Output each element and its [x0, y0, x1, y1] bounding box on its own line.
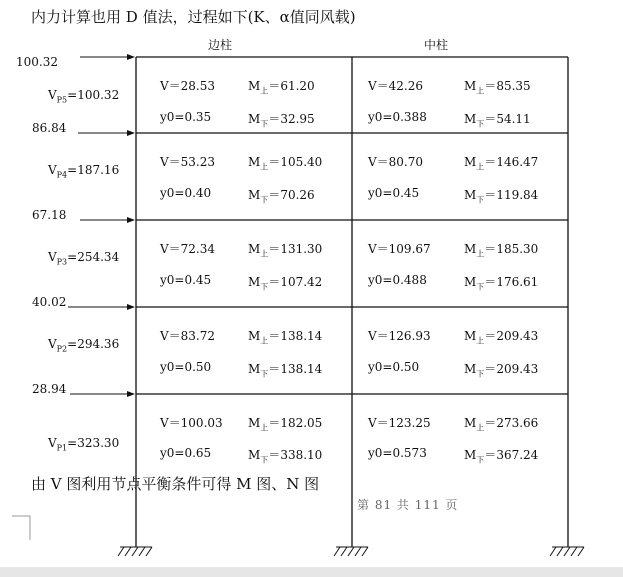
edge-v-3: V＝72.34 [160, 242, 216, 256]
mid-y0-2: y0=0.50 [368, 360, 420, 374]
edge-mtop-3: $M_上=131.30$ [248, 242, 323, 259]
edge-y0-1: y0=0.65 [160, 446, 212, 460]
story-shear-1: $V_{P1}=323.30$ [48, 436, 120, 453]
mid-mtop-1: $M_上=273.66$ [464, 416, 539, 433]
mid-v-2: V＝126.93 [368, 329, 431, 343]
story-shear-5: $V_{P5}=100.32$ [48, 88, 120, 105]
force-label-2: 40.02 [32, 295, 67, 309]
edge-y0-3: y0=0.45 [160, 273, 212, 287]
mid-mbot-5: $M_下=54.11$ [464, 112, 531, 129]
mid-v-5: V＝42.26 [368, 79, 424, 93]
mid-v-1: V＝123.25 [368, 416, 431, 430]
force-label-5: 100.32 [16, 55, 58, 69]
mid-mtop-5: $M_上=85.35$ [464, 79, 531, 96]
mid-y0-3: y0=0.488 [368, 273, 427, 287]
support-middle [334, 547, 368, 556]
edge-mbot-5: $M_下=32.95$ [248, 112, 315, 129]
page-title: 内力计算也用 D 值法，过程如下(K、α值同风载) [31, 8, 356, 26]
edge-mtop-1: $M_上=182.05$ [248, 416, 323, 433]
mid-mbot-1: $M_下=367.24$ [464, 448, 539, 465]
edge-mtop-5: $M_上=61.20$ [248, 79, 315, 96]
mid-y0-4: y0=0.45 [368, 186, 420, 200]
mid-mtop-3: $M_上=185.30$ [464, 242, 539, 259]
support-right [550, 547, 584, 556]
mid-mbot-3: $M_下=176.61$ [464, 275, 539, 292]
edge-y0-4: y0=0.40 [160, 186, 212, 200]
support-left [118, 547, 152, 556]
edge-mbot-1: $M_下=338.10$ [248, 448, 323, 465]
edge-y0-5: y0=0.35 [160, 110, 212, 124]
edge-mtop-2: $M_上=138.14$ [248, 329, 323, 346]
page-number: 第 81 共 111 页 [357, 498, 459, 512]
force-label-3: 67.18 [32, 208, 67, 222]
edge-v-1: V＝100.03 [160, 416, 223, 430]
corner-mark [12, 516, 30, 540]
edge-v-5: V＝28.53 [160, 79, 216, 93]
mid-v-3: V＝109.67 [368, 242, 431, 256]
story-shear-4: $V_{P4}=187.16$ [48, 163, 120, 180]
mid-v-4: V＝80.70 [368, 155, 424, 169]
force-label-1: 28.94 [32, 382, 67, 396]
edge-mbot-3: $M_下=107.42$ [248, 275, 323, 292]
mid-y0-1: y0=0.573 [368, 446, 427, 460]
edge-mbot-2: $M_下=138.14$ [248, 362, 323, 379]
story-shear-3: $V_{P3}=254.34$ [48, 250, 120, 267]
edge-v-2: V＝83.72 [160, 329, 216, 343]
edge-column-header: 边柱 [208, 38, 233, 52]
mid-mtop-2: $M_上=209.43$ [464, 329, 539, 346]
conclusion-text: 由 V 图利用节点平衡条件可得 M 图、N 图 [31, 475, 320, 493]
mid-mtop-4: $M_上=146.47$ [464, 155, 539, 172]
mid-y0-5: y0=0.388 [368, 110, 427, 124]
mid-mbot-4: $M_下=119.84$ [464, 188, 539, 205]
edge-mbot-4: $M_下=70.26$ [248, 188, 315, 205]
edge-y0-2: y0=0.50 [160, 360, 212, 374]
mid-mbot-2: $M_下=209.43$ [464, 362, 539, 379]
middle-column-header: 中柱 [424, 38, 449, 52]
edge-mtop-4: $M_上=105.40$ [248, 155, 323, 172]
force-label-4: 86.84 [32, 121, 67, 135]
story-shear-2: $V_{P2}=294.36$ [48, 337, 120, 354]
edge-v-4: V＝53.23 [160, 155, 216, 169]
bottom-scroll-band [0, 567, 623, 577]
